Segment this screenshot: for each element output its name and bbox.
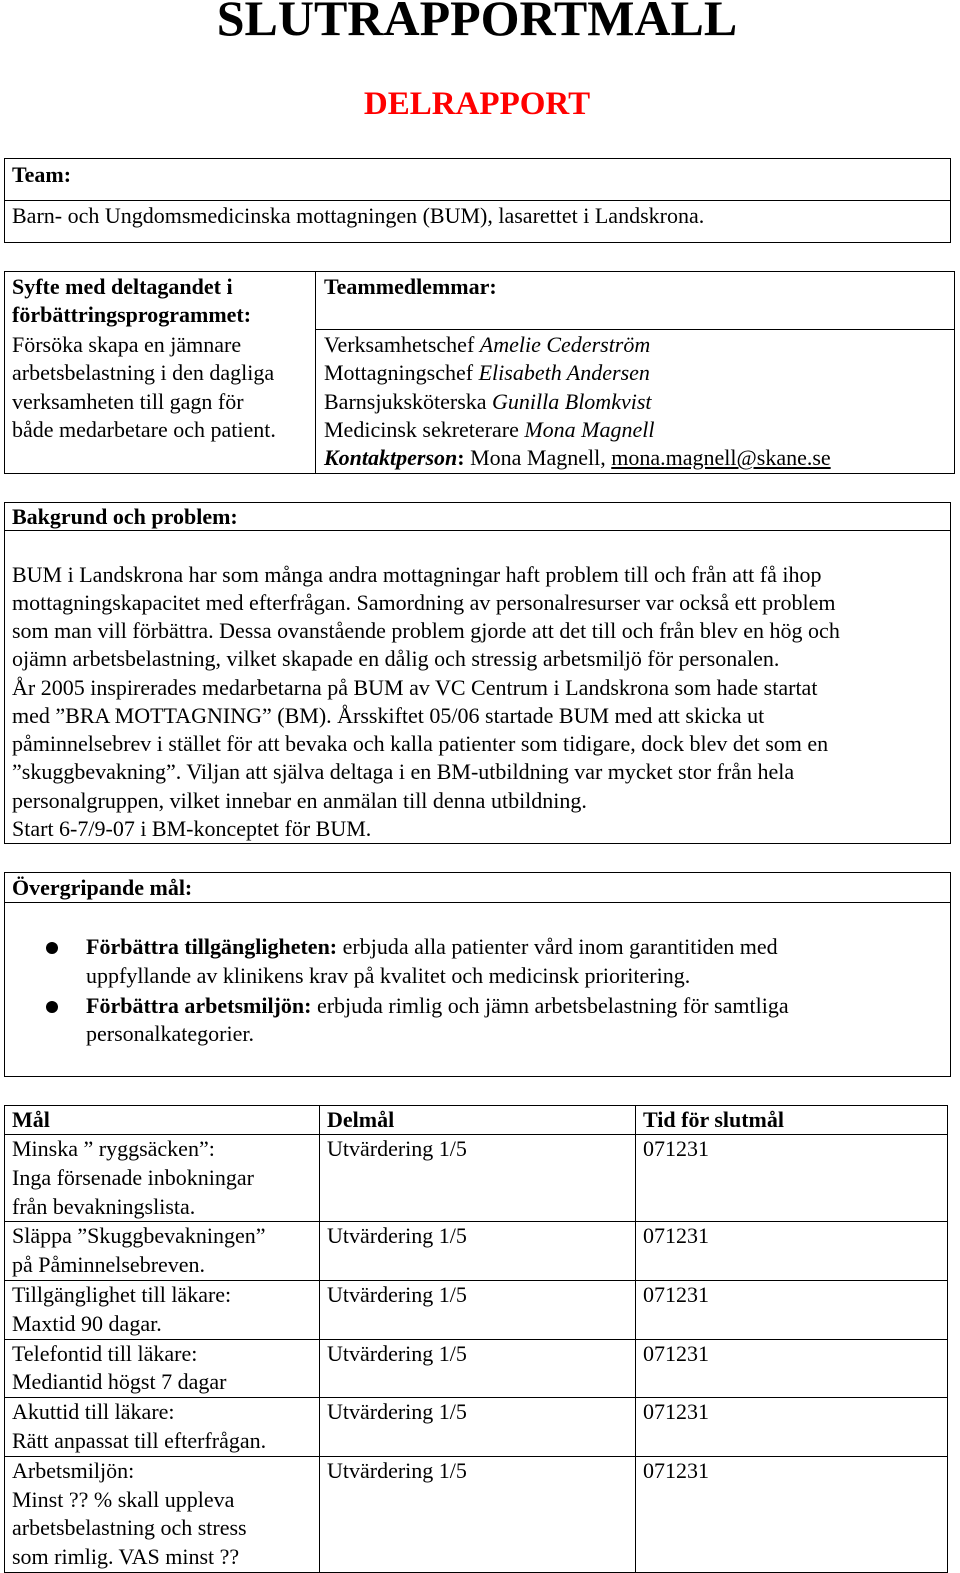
deadline-cell: 071231 — [636, 1222, 948, 1281]
goal-cell — [5, 1398, 320, 1457]
member-entry — [324, 359, 650, 388]
deadline-cell: 071231 — [636, 1398, 948, 1457]
goal-item — [86, 933, 778, 962]
background-line: ”skuggbevakning”. Viljan att själva deltaga i en BM-utbildning var mycket stor från hela — [12, 759, 795, 784]
goal-item — [86, 992, 789, 1021]
member-name: Gunilla Blomkvist — [492, 389, 652, 414]
goal-item-continuation: personalkategorier. — [86, 1021, 254, 1046]
deadline-cell: 071231 — [636, 1339, 948, 1398]
background-line: ojämn arbetsbelastning, vilket skapade en dålig och stressig arbetsmiljö för personalen. — [12, 646, 780, 671]
goal-cell — [5, 1135, 320, 1222]
table-header-row — [5, 1106, 948, 1135]
goal-cell-line: på Påminnelsebreven. — [12, 1252, 206, 1278]
table-row — [5, 1222, 948, 1281]
goals-table — [4, 1105, 948, 1573]
member-role: Verksamhetschef — [324, 332, 475, 357]
purpose-line: verksamheten till gagn för — [12, 389, 244, 414]
member-entry — [324, 416, 655, 445]
subgoal-cell: Utvärdering 1/5 — [320, 1456, 636, 1572]
goal-item-title: Förbättra tillgängligheten: — [86, 934, 338, 959]
purpose-line: både medarbetare och patient. — [12, 417, 276, 442]
table-row — [5, 1398, 948, 1457]
background-line: År 2005 inspirerades medarbetarna på BUM av VC Centrum i Landskrona som hade startat — [12, 675, 818, 700]
member-entry — [324, 388, 652, 417]
goal-item-text: erbjuda rimlig och jämn arbetsbelastning för samtliga — [311, 993, 789, 1018]
subgoal-cell: Utvärdering 1/5 — [320, 1339, 636, 1398]
purpose-heading-line2: förbättringsprogrammet: — [12, 302, 252, 327]
members-heading-divider — [315, 329, 955, 330]
goal-item-title: Förbättra arbetsmiljön: — [86, 993, 312, 1018]
document-subtitle: DELRAPPORT — [363, 86, 591, 122]
purpose-heading-line1: Syfte med deltagandet i — [12, 274, 233, 299]
contact-email-link[interactable]: mona.magnell@skane.se — [611, 445, 831, 470]
purpose-line: Försöka skapa en jämnare — [12, 332, 242, 357]
table-row — [5, 1339, 948, 1398]
background-line: Start 6-7/9-07 i BM-konceptet för BUM. — [12, 816, 372, 841]
goal-cell-line: Maxtid 90 dagar. — [12, 1310, 162, 1336]
contact-colon: : — [457, 445, 465, 470]
bullet-icon — [46, 942, 58, 954]
members-heading: Teammedlemmar: — [324, 274, 497, 299]
column-header-deadline: Tid för slutmål — [636, 1106, 948, 1135]
table-row — [5, 1456, 948, 1572]
goal-cell — [5, 1280, 320, 1339]
goal-item-text: erbjuda alla patienter vård inom garantitiden med — [337, 934, 778, 959]
goal-cell-line: Inga försenade inbokningar — [12, 1164, 254, 1190]
goal-cell-line: Mediantid högst 7 dagar — [12, 1369, 227, 1395]
purpose-members-divider — [315, 271, 316, 474]
background-line: med ”BRA MOTTAGNING” (BM). Årsskiftet 05/06 startade BUM med att skicka ut — [12, 703, 765, 728]
background-line: personalgruppen, vilket innebar en anmälan till denna utbildning. — [12, 788, 587, 813]
goal-cell-line: Minst ?? % skall uppleva — [12, 1486, 235, 1512]
subgoal-cell: Utvärdering 1/5 — [320, 1135, 636, 1222]
member-name: Mona Magnell — [524, 417, 655, 442]
deadline-cell: 071231 — [636, 1280, 948, 1339]
member-role: Medicinsk sekreterare — [324, 417, 519, 442]
goal-cell — [5, 1339, 320, 1398]
background-line: mottagningskapacitet med efterfrågan. Samordning av personalresurser var också ett problem — [12, 590, 836, 615]
deadline-cell: 071231 — [636, 1456, 948, 1572]
goal-cell-line: Tillgänglighet till läkare: — [12, 1281, 232, 1307]
column-header-goal: Mål — [5, 1106, 320, 1135]
goal-cell-line: från bevakningslista. — [12, 1193, 196, 1219]
team-divider — [4, 200, 951, 201]
team-value: Barn- och Ungdomsmedicinska mottagningen (BUM), lasarettet i Landskrona. — [12, 203, 705, 228]
goal-cell-line: Akuttid till läkare: — [12, 1399, 175, 1425]
table-row — [5, 1280, 948, 1339]
goal-cell-line: Rätt anpassat till efterfrågan. — [12, 1427, 267, 1453]
goal-cell-line: arbetsbelastning och stress — [12, 1515, 247, 1541]
table-row — [5, 1135, 948, 1222]
member-role: Mottagningschef — [324, 360, 474, 385]
team-heading: Team: — [12, 162, 72, 187]
goal-cell-line: Arbetsmiljön: — [12, 1457, 135, 1483]
bullet-icon — [46, 1001, 58, 1013]
goal-cell-line: Minska ” ryggsäcken”: — [12, 1136, 215, 1161]
background-line: som man vill förbättra. Dessa ovanstående problem gjorde att det till och från blev en hög och — [12, 618, 840, 643]
member-name: Elisabeth Andersen — [478, 360, 650, 385]
background-line: påminnelsebrev i stället för att bevaka och kalla patienter som tidigare, dock blev det som en — [12, 731, 829, 756]
goal-cell-line: Telefontid till läkare: — [12, 1340, 198, 1366]
contact-label: Kontaktperson — [324, 445, 458, 470]
subgoal-cell: Utvärdering 1/5 — [320, 1398, 636, 1457]
contact-name: Mona Magnell, — [470, 445, 612, 470]
member-entry — [324, 331, 650, 360]
goal-cell-line: Släppa ”Skuggbevakningen” — [12, 1223, 266, 1249]
subgoal-cell: Utvärdering 1/5 — [320, 1222, 636, 1281]
background-heading: Bakgrund och problem: — [12, 504, 238, 529]
column-header-subgoal: Delmål — [320, 1106, 636, 1135]
goal-item-continuation: uppfyllande av klinikens krav på kvalitet och medicinsk prioritering. — [86, 963, 691, 988]
document-title: SLUTRAPPORTMALL — [216, 0, 738, 46]
goal-cell — [5, 1456, 320, 1572]
background-line: BUM i Landskrona har som många andra mottagningar haft problem till och från att få ihop — [12, 562, 822, 587]
overall-goals-heading: Övergripande mål: — [12, 875, 193, 900]
deadline-cell: 071231 — [636, 1135, 948, 1222]
subgoal-cell: Utvärdering 1/5 — [320, 1280, 636, 1339]
member-role: Barnsjuksköterska — [324, 389, 487, 414]
member-name: Amelie Cederström — [479, 332, 651, 357]
goal-cell-line: som rimlig. VAS minst ?? — [12, 1544, 240, 1570]
goal-cell — [5, 1222, 320, 1281]
contact-line — [324, 444, 831, 473]
purpose-line: arbetsbelastning i den dagliga — [12, 360, 275, 385]
